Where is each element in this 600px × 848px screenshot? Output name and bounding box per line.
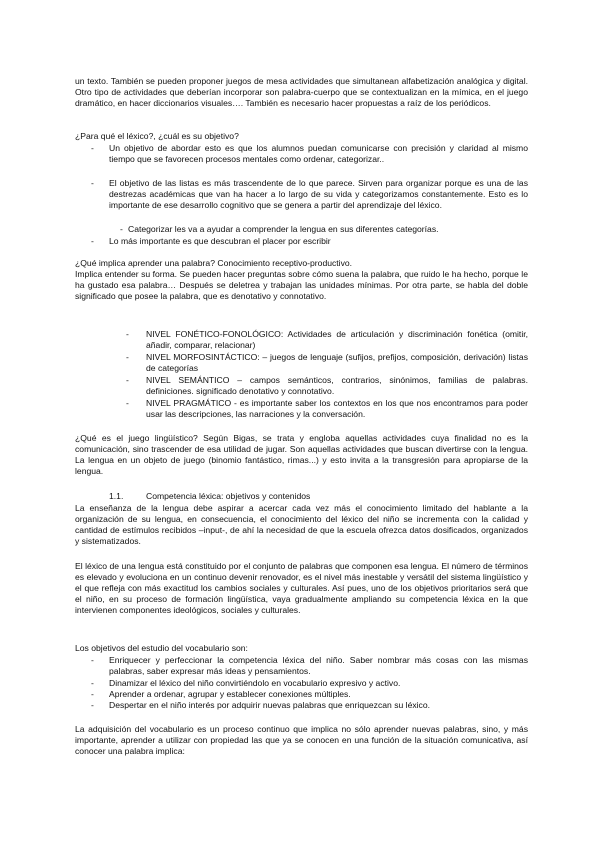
objective-item-2: El objetivo de las listas es más trascendente de lo que parece. Sirven para organizar porque es una de las destrezas académicas que van ha hacer a lo largo de su vida y categorizamos constantemente. Esto es lo importante de ese desarrollo cognitivo que se genera a partir del aprendizaje del léxico.: [109, 178, 528, 211]
game-paragraph: ¿Qué es el juego lingüístico? Según Bigas, se trata y engloba aquellas actividades cuya finalidad no es la comunicación, sino trascender de esa utilidad de jugar. Son aquellas actividades que buscan divertirse con la lengua. La lengua en un objeto de juego (binomio fantástico, rimas...) y esto invita a la transgresión para apropiarse de la lengua.: [75, 433, 528, 477]
level-semantic: NIVEL SEMÁNTICO – campos semánticos, contrarios, sinónimos, familias de palabras. definiciones. significado denotativo y connotativo.: [146, 375, 528, 397]
objective-subitem: Categorizar les va a ayudar a comprender la lengua en sus diferentes categorías.: [128, 224, 439, 234]
learn-heading: ¿Qué implica aprender una palabra? Conocimiento receptivo-productivo.: [75, 258, 353, 268]
objective-item-3: Lo más importante es que descubran el placer por escribir: [109, 236, 331, 246]
level-pragmatic: NIVEL PRAGMÁTICO - es importante saber los contextos en los que nos encontramos para poder usar las descripciones, las narraciones y la conversación.: [146, 398, 528, 420]
bullet-dash: -: [126, 352, 129, 362]
objectives-heading: Los objetivos del estudio del vocabulario son:: [75, 643, 248, 653]
vocab-objective-4: Despertar en el niño interés por adquirir nuevas palabras que enriquezcan su léxico.: [109, 700, 431, 710]
level-morphosyntactic: NIVEL MORFOSINTÁCTICO: – juegos de lenguaje (sufijos, prefijos, composición, derivación) listas de categorías: [146, 352, 528, 374]
bullet-dash: -: [91, 143, 94, 153]
section-paragraph-3: La adquisición del vocabulario es un proceso continuo que implica no sólo aprender nuevas palabras, sino, y más importante, aprender a utilizar con propiedad las que ya se conocen en una función de la situación comunicativa, así conocer una palabra implica:: [75, 724, 528, 757]
learn-paragraph: Implica entender su forma. Se pueden hacer preguntas sobre cómo suena la palabra, que ruido le ha hecho, porque le ha gustado esa palabra… Después se deletrea y trabajan las unidades mínimas. Por otra parte, se habla del doble significado que posee la palabra, que es denotativo y connotativo.: [75, 269, 528, 302]
intro-paragraph: un texto. También se pueden proponer juegos de mesa actividades que simultanean alfabetización analógica y digital. Otro tipo de actividades que deberían incorporar son palabra-cuerpo que se contextualizan en la mímica, en el juego dramático, en hacer diccionarios visuales…. También es necesario hacer propuestas a raíz de los periódicos.: [75, 76, 528, 109]
bullet-dash: -: [126, 375, 129, 385]
bullet-dash: -: [91, 700, 94, 710]
bullet-dash: -: [91, 655, 94, 665]
section-number: 1.1.: [109, 491, 124, 501]
section-paragraph-1: La enseñanza de la lengua debe aspirar a acercar cada vez más el conocimiento limitado del hablante a la organización de su lengua, en consecuencia, el conocimiento del léxico del niño se incrementa con la calidad y cantidad de estímulos recibidos –input-, de ahí la necesidad de que la escuela ofrezca datos dosificados, organizados y sistematizados.: [75, 503, 528, 547]
bullet-dash: -: [91, 236, 94, 246]
section-paragraph-2: El léxico de una lengua está constituido por el conjunto de palabras que componen esa lengua. El número de términos es elevado y evoluciona en un continuo devenir renovador, es el nivel más inestable y versátil del sistema lingüístico y el que refleja con más exactitud los cambios sociales y culturales. Así pues, uno de los objetivos prioritarios será que el niño, en su proceso de formación lingüística, vaya gradualmente ampliando su competencia léxica en la que intervienen componentes ideológicos, sociales y culturales.: [75, 561, 528, 616]
bullet-dash: -: [126, 329, 129, 339]
bullet-dash: -: [91, 678, 94, 688]
section-title: Competencia léxica: objetivos y contenidos: [146, 491, 311, 501]
level-phonetic: NIVEL FONÉTICO-FONOLÓGICO: Actividades de articulación y discriminación fonética (omitir, añadir, comparar, relacionar): [146, 329, 528, 351]
bullet-dash: -: [91, 689, 94, 699]
bullet-dash: -: [91, 178, 94, 188]
vocab-objective-3: Aprender a ordenar, agrupar y establecer conexiones múltiples.: [109, 689, 351, 699]
vocab-objective-1: Enriquecer y perfeccionar la competencia léxica del niño. Saber nombrar más cosas con las mismas palabras, saber expresar más ideas y pensamientos.: [109, 655, 528, 677]
bullet-dash: -: [126, 398, 129, 408]
bullet-dash: -: [120, 224, 123, 234]
objective-heading: ¿Para qué el léxico?, ¿cuál es su objetivo?: [75, 131, 239, 141]
objective-item-1: Un objetivo de abordar esto es que los alumnos puedan comunicarse con precisión y claridad al mismo tiempo que se favorecen procesos mentales como ordenar, categorizar..: [109, 143, 528, 165]
vocab-objective-2: Dinamizar el léxico del niño convirtiéndolo en vocabulario expresivo y activo.: [109, 678, 401, 688]
